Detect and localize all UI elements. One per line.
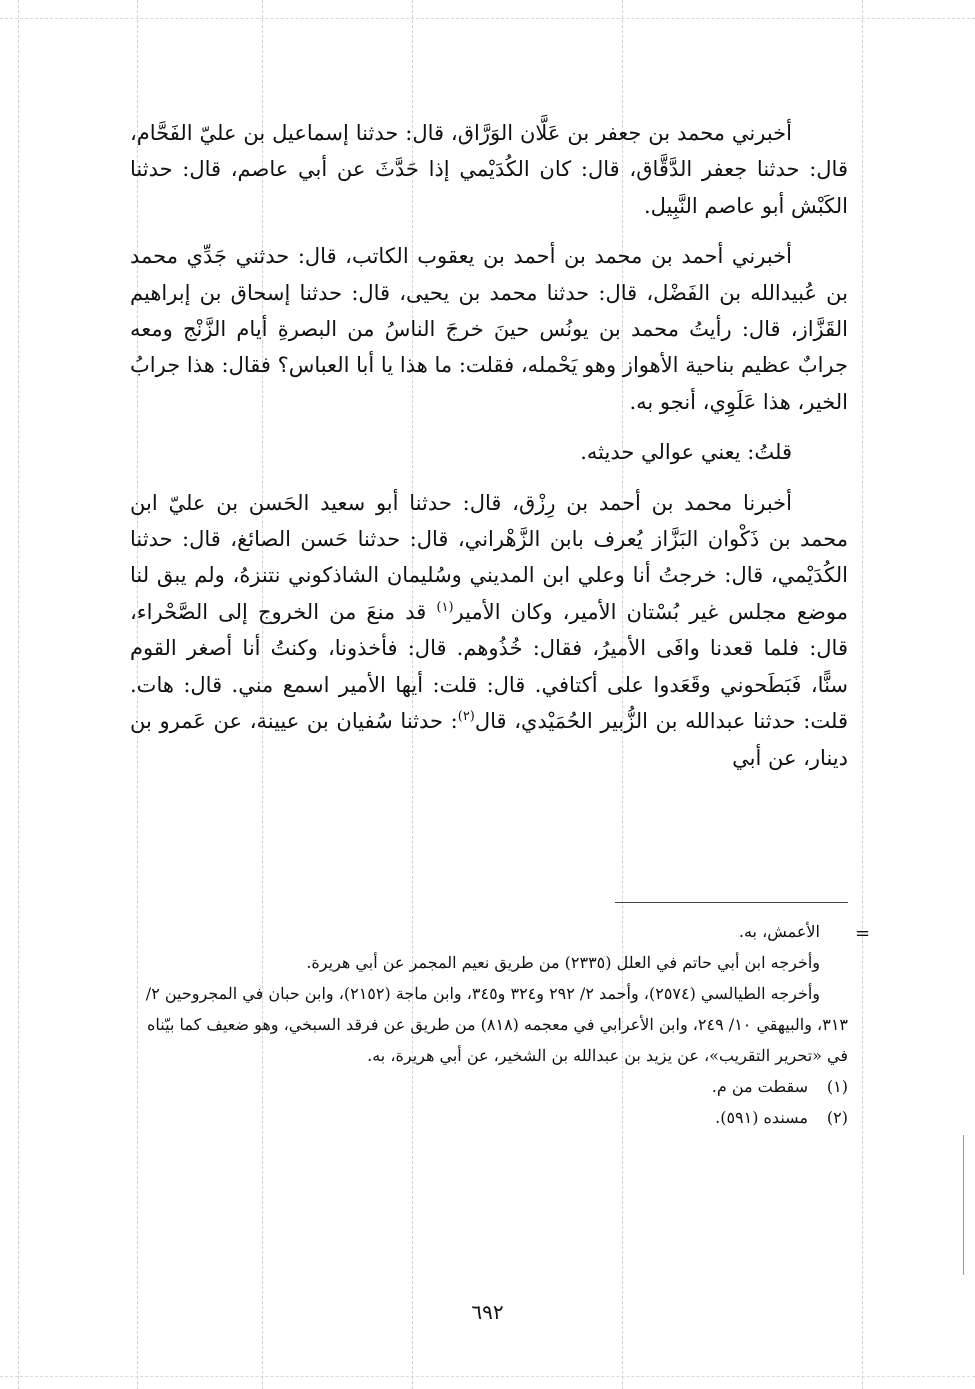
paragraph: قلتُ: يعني عوالي حديثه. bbox=[580, 440, 792, 465]
footnote-separator bbox=[615, 902, 848, 903]
footnote-number: (١) bbox=[826, 1077, 848, 1096]
footnote-ref[interactable]: (١) bbox=[436, 599, 454, 615]
scan-guide-line bbox=[862, 0, 863, 1389]
footnote-ref[interactable]: (٢) bbox=[457, 709, 475, 725]
paragraph: أخبرني أحمد بن محمد بن أحمد بن يعقوب الكاتب، قال: حدثني جَدِّي محمد بن عُبيدالله بن الفَضْل، قال: حدثنا محمد بن يحيى، قال: حدثنا إسحاق بن إبراهيم القَزَّاز، قال: رأيتُ محمد بن يونُس حينَ خرجَ الناسُ من البصرةِ أيام الزَّنْج ومعه جرابٌ عظيم بناحية الأهواز وهو يَحْمله، فقلت: ما هذا يا أبا العباس؟ فقال: هذا جرابُ الخير، هذا عَلَوِي، أنجو به. bbox=[130, 244, 848, 414]
note-line: وأخرجه ابن أبي حاتم في العلل (٢٣٣٥) من طريق نعيم المجمر عن أبي هريرة. bbox=[306, 953, 820, 972]
scan-guide-line bbox=[0, 18, 975, 19]
footnote-item bbox=[130, 1102, 848, 1133]
footnote-text: مسنده (٥٩١). bbox=[715, 1108, 808, 1127]
paragraph-text: أخبرنا محمد بن أحمد بن رِزْق، قال: حدثنا أبو سعيد الحَسن بن عليّ ابن محمد بن ذَكْوان البَزَّاز يُعرف بابن الزَّهْراني، قال: حدثنا حَسن الصائغ، قال: حدثنا الكُدَيْمي، قال: خرجتُ أنا وعلي ابن المديني وسُليمان الشاذكوني نتنزهُ، ولم يبق لنا موضع مجلس غير بُسْتان الأمير، وكان الأمير bbox=[130, 490, 848, 624]
continuation-mark: = bbox=[855, 923, 871, 944]
scan-edge-line bbox=[963, 1135, 964, 1275]
note-line: وأخرجه الطيالسي (٢٥٧٤)، وأحمد ٢/ ٢٩٢ و٣٢٤ و٣٤٥، وابن ماجة (٢١٥٢)، وابن حبان في المجروحين ٢/ ٣١٣، والبيهقي ١٠/ ٢٤٩، وابن الأعرابي في معجمه (٨١٨) من طريق عن فرقد السبخي، وهو ضعيف كما بيّناه في «تحرير التقريب»، عن يزيد بن عبدالله بن الشخير، عن أبي هريرة، به. bbox=[145, 984, 848, 1065]
paragraph-text: قد منعَ من الخروج إلى الصَّحْراء، قال: فلما قعدنا وافَى الأميرُ، فقال: خُذُوهم. قال: فأخذونا، وكنتُ أنا أصغر القوم سنًّا، فَبَطَحوني وقَعَدوا على أكتافي. قال: قلت: أيها الأمير اسمع مني. قال: هات. قلت: حدثنا عبدالله بن الزُّبير الحُمَيْدي، قال bbox=[130, 599, 848, 734]
paragraph-text: : حدثنا سُفيان بن عيينة، عن عَمرو بن دينار، عن أبي bbox=[130, 709, 848, 770]
scan-guide-line bbox=[18, 0, 19, 1389]
footnote-number: (٢) bbox=[826, 1108, 848, 1127]
note-line: الأعمش، به. bbox=[738, 922, 820, 941]
footnote-text: سقطت من م. bbox=[711, 1077, 808, 1096]
paragraph: أخبرني محمد بن جعفر بن عَلَّان الوَرَّاق، قال: حدثنا إسماعيل بن عليّ الفَحَّام، قال: حدثنا جعفر الدَّقَّاق، قال: كان الكُدَيْمي إذا حَدَّثَ عن أبي عاصم، قال: حدثنا الكَبْش أبو عاصم النَّبِيل. bbox=[130, 121, 848, 218]
paragraph bbox=[130, 485, 848, 776]
scan-guide-line bbox=[0, 1376, 975, 1377]
main-text bbox=[130, 115, 848, 790]
footnote-item bbox=[130, 1071, 848, 1102]
page-number: ٦٩٢ bbox=[471, 1300, 504, 1324]
footnotes bbox=[130, 916, 871, 1133]
